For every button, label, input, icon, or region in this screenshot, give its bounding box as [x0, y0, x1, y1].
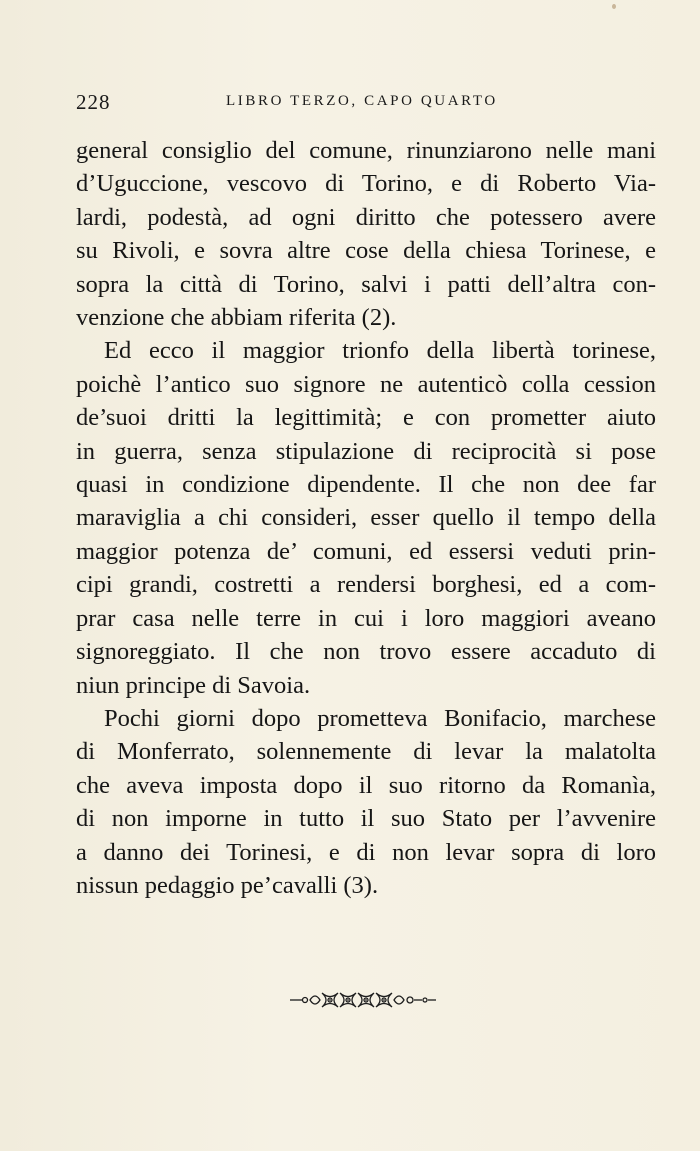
text-line: su Rivoli, e sovra altre cose della chiesa Torinese, e [76, 237, 656, 265]
text-line: venzione che abbiam riferita (2). [76, 304, 397, 332]
text-line: di Monferrato, solennemente di levar la malatolta [76, 738, 656, 766]
text-line: cipi grandi, costretti a rendersi borghesi, ed a com- [76, 571, 656, 599]
text-line: che aveva imposta dopo il suo ritorno da Romanìa, [76, 771, 656, 799]
text-line: in guerra, senza stipulazione di reciprocità si pose [76, 437, 656, 465]
text-line: prar casa nelle terre in cui i loro maggiori aveano [76, 604, 656, 632]
body-text [76, 134, 656, 902]
text-line: sopra la città di Torino, salvi i patti dell’altra con- [76, 270, 656, 298]
text-line: quasi in condizione dipendente. Il che non dee far [76, 471, 656, 499]
text-line: lardi, podestà, ad ogni diritto che potessero avere [76, 203, 656, 231]
text-line: Pochi giorni dopo prometteva Bonifacio, marchese [104, 704, 656, 732]
page-header [76, 90, 656, 116]
text-line: maraviglia a chi consideri, esser quello il tempo della [76, 504, 656, 532]
text-line: nissun pedaggio pe’cavalli (3). [76, 871, 379, 899]
text-line: poichè l’antico suo signore ne autenticò colla cession [76, 370, 656, 398]
text-line: Ed ecco il maggior trionfo della libertà torinese, [104, 337, 656, 365]
running-head: LIBRO TERZO, CAPO QUARTO [226, 93, 498, 109]
text-line: maggior potenza de’ comuni, ed essersi veduti prin- [76, 537, 656, 565]
paper-speck [612, 4, 616, 9]
page-number: 228 [76, 90, 111, 114]
text-line: d’Uguccione, vescovo di Torino, e di Roberto Via- [76, 170, 656, 198]
text-line: general consiglio del comune, rinunziarono nelle mani [76, 137, 656, 164]
paragraph-1 [76, 134, 656, 334]
fleuron-ornament-icon [288, 985, 438, 1015]
text-line: a danno dei Torinesi, e di non levar sopra di loro [76, 838, 656, 866]
paragraph-2 [76, 334, 656, 701]
text-line: di non imporne in tutto il suo Stato per l’avvenire [76, 805, 656, 833]
text-line: signoreggiato. Il che non trovo essere accaduto di [76, 638, 656, 666]
text-line: niun principe di Savoia. [76, 671, 311, 699]
paragraph-3 [76, 702, 656, 902]
text-line: de’suoi dritti la legittimità; e con prometter aiuto [76, 404, 656, 432]
